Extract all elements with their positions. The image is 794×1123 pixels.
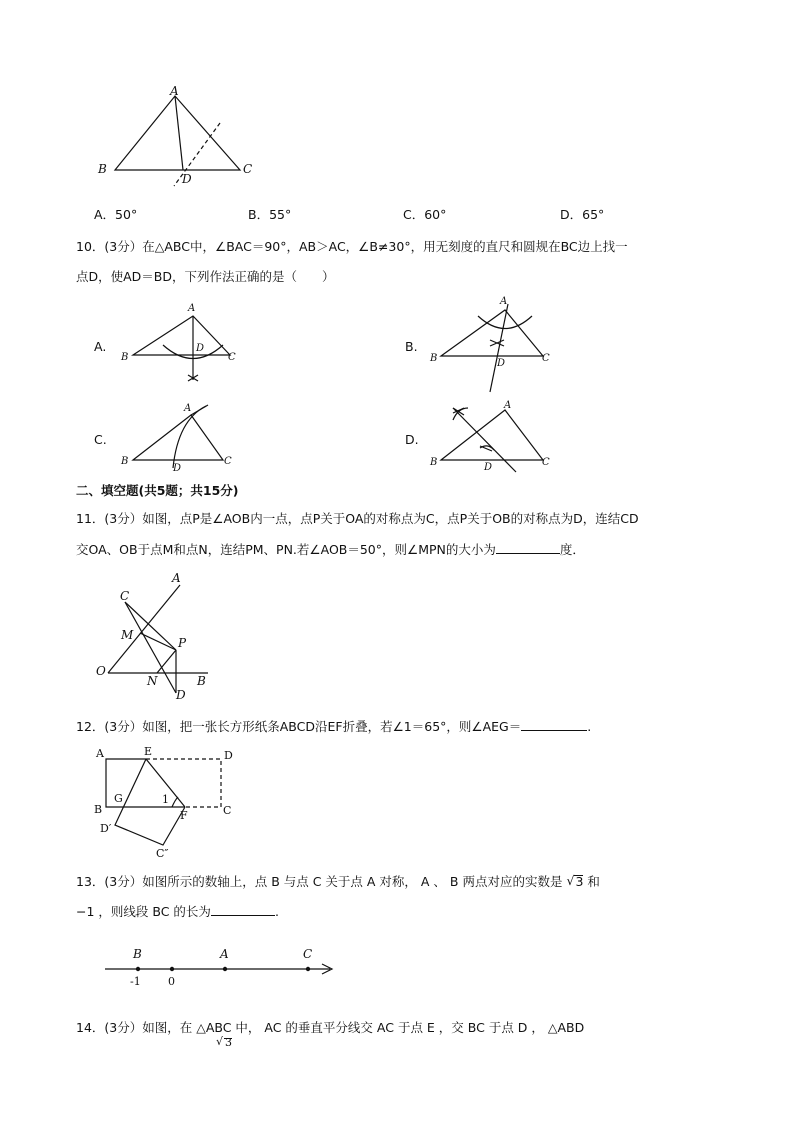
q10-option-b-figure[interactable]: [428, 296, 558, 396]
label-b: B: [197, 674, 206, 688]
q10-option-a-figure[interactable]: [118, 300, 248, 390]
label-a: A: [188, 303, 196, 314]
q10-option-a-letter[interactable]: A.: [94, 339, 107, 354]
label-b: B: [121, 352, 129, 363]
section-title-fill-in: 二、填空题(共5题；共15分): [76, 483, 239, 498]
q12-answer-blank[interactable]: [521, 718, 587, 731]
triangle: [441, 410, 543, 460]
label-c: C: [542, 457, 550, 468]
q13-question-line1: [76, 873, 600, 891]
ray-oa: [108, 585, 180, 673]
q13-line1-text: 13．(3分）如图所示的数轴上，点 B 与点 C 关于点 A 对称， A 、 B 两点对应的实数是: [76, 874, 563, 889]
q13-number-line: [100, 945, 340, 1049]
label-a: A: [96, 747, 104, 760]
angle-1-arc: [172, 797, 178, 807]
label-d: D: [497, 358, 506, 369]
triangle: [133, 316, 230, 355]
label-a: A: [170, 84, 179, 98]
label-b: B: [121, 456, 129, 467]
q14-question-line1: 14．(3分）如图，在 △ABC 中， AC 的垂直平分线交 AC 于点 E ，交 BC 于点 D ， △ABD: [76, 1020, 585, 1035]
triangle: [133, 415, 223, 460]
q10-option-c-letter[interactable]: C.: [94, 432, 107, 447]
tick-label-neg1: -1: [130, 975, 141, 988]
q9-option-c[interactable]: C．60°: [403, 207, 447, 222]
label-c: C: [243, 162, 253, 176]
label-m: M: [121, 628, 134, 642]
label-c-double-prime: C″: [156, 847, 169, 860]
label-b: B: [133, 947, 142, 961]
label-b: B: [98, 162, 107, 176]
q11-line2-suffix: 度．: [559, 542, 585, 557]
q13-line2-suffix: .: [274, 904, 279, 919]
q12-suffix: .: [587, 719, 592, 734]
q10-question-line2: 点D，使AD＝BD，下列作法正确的是（ ）: [76, 269, 335, 284]
triangle: [441, 310, 543, 356]
label-o: O: [96, 664, 106, 678]
label-f: F: [180, 809, 188, 822]
q11-question-line1: 11．(3分）如图，点P是∠AOB内一点，点P关于OA的对称点为C，点P关于OB的对称点为D，连结CD: [76, 511, 639, 526]
q12-figure: [90, 745, 250, 865]
segment-pm: [140, 633, 176, 650]
q9-figure: [90, 84, 270, 188]
label-a: A: [220, 947, 229, 961]
segment-pn: [157, 650, 176, 673]
point-origin: [170, 967, 174, 971]
label-a: A: [172, 571, 181, 585]
q13-question-line2: [76, 903, 279, 921]
label-d: D: [173, 463, 182, 474]
label-c: C: [224, 456, 232, 467]
label-g: G: [114, 792, 123, 805]
label-d: D: [224, 749, 233, 762]
label-a: A: [500, 296, 508, 307]
label-b: B: [94, 803, 103, 816]
label-c: C: [542, 353, 550, 364]
q11-question-line2: [76, 541, 585, 559]
label-p: P: [178, 636, 187, 650]
label-a: A: [184, 403, 192, 414]
q12-text: 12．(3分）如图，把一张长方形纸条ABCD沿EF折叠，若∠1＝65°，则∠AEG＝: [76, 719, 522, 734]
angle-bisector: [490, 304, 508, 392]
label-angle-1: 1: [162, 793, 169, 806]
label-e: E: [144, 745, 153, 758]
q13-sqrt-3: √ 3: [566, 873, 583, 891]
point-a: [223, 967, 227, 971]
q10-option-d-figure[interactable]: [428, 398, 558, 476]
q10-question-line1: 10．(3分）在△ABC中，∠BAC＝90°，AB＞AC，∠B≠30°，用无刻度的直尺和圆规在BC边上找一: [76, 239, 628, 254]
tick-label-zero: 0: [168, 975, 175, 988]
label-d: D: [484, 462, 493, 473]
segment-ad: [175, 96, 183, 170]
q13-answer-blank[interactable]: [211, 903, 275, 916]
q13-line2-text: −1 ，则线段 BC 的长为: [76, 904, 211, 919]
q13-line1-suffix: 和: [587, 874, 600, 889]
label-a: A: [504, 400, 512, 411]
triangle-abc: [115, 96, 240, 170]
q11-line2-text: 交OA、OB于点M和点N，连结PM、PN.若∠AOB＝50°，则∠MPN的大小为: [76, 542, 496, 557]
label-c: C: [228, 352, 236, 363]
q11-figure: [90, 570, 225, 705]
label-d: D: [176, 688, 186, 702]
label-d: D: [196, 343, 205, 354]
folded-away-outline: [146, 759, 221, 807]
q9-option-d[interactable]: D．65°: [560, 207, 605, 222]
q11-answer-blank[interactable]: [496, 541, 560, 554]
point-c: [306, 967, 310, 971]
label-b: B: [430, 353, 438, 364]
label-c: C: [223, 804, 232, 817]
label-c: C: [120, 589, 130, 603]
label-b: B: [430, 457, 438, 468]
label-d: D: [182, 172, 192, 186]
q10-option-d-letter[interactable]: D.: [405, 432, 419, 447]
point-b: [136, 967, 140, 971]
q12-question: [76, 718, 591, 736]
label-n: N: [147, 674, 158, 688]
label-c: C: [303, 947, 313, 961]
q9-option-b[interactable]: B．55°: [248, 207, 292, 222]
q9-option-a[interactable]: A．50°: [94, 207, 138, 222]
q10-option-b-letter[interactable]: B.: [405, 339, 418, 354]
q10-option-c-figure[interactable]: [118, 402, 248, 474]
label-d-prime: D′: [100, 822, 112, 835]
construction-arc: [173, 406, 206, 468]
tick-label-sqrt3: √ 3: [216, 1036, 232, 1049]
